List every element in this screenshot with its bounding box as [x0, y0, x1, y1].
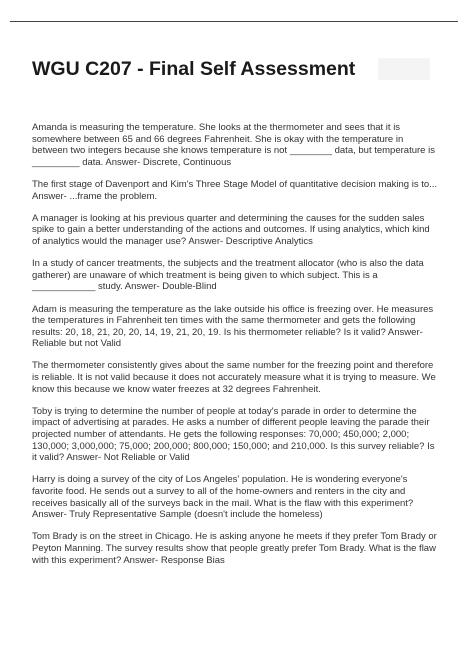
top-divider	[10, 21, 458, 22]
explanation-paragraph: The thermometer consistently gives about the same number for the freezing point and therefore is reliable. It is not valid because it does not accurately measure what it is trying to measure. We know this because we know water freezes at 32 degrees Fahrenheit.	[32, 360, 436, 395]
question-paragraph: In a study of cancer treatments, the subjects and the treatment allocator (who is also the data gatherer) are unaware of which treatment is being given to which subject. This is a ____________ study. Answer- Double-Blind	[32, 258, 424, 293]
question-paragraph: Harry is doing a survey of the city of Los Angeles' population. He is wondering everyone's favorite food. He sends out a survey to all of the home-owners and renters in the city and receives basically all of the surveys back in the mail. What is the flaw with this experiment? Answer- Truly Representative Sample (doesn't include the homeless)	[32, 474, 414, 521]
document-title: WGU C207 - Final Self Assessment	[32, 58, 356, 80]
question-paragraph: A manager is looking at his previous quarter and determining the causes for the sudden sales spike to gain a better understanding of the actions and outcomes. If using analytics, which kind of analytics would the manager use? Answer- Descriptive Analytics	[32, 212, 430, 247]
question-paragraph: The first stage of Davenport and Kim's Three Stage Model of quantitative decision making is to... Answer- ...frame the problem.	[32, 178, 438, 202]
question-paragraph: Amanda is measuring the temperature. She looks at the thermometer and sees that it is somewhere between 65 and 66 degrees Fahrenheit. She is okay with the temperature in between two integers because she knows temperature is not ________ data, but temperature is _________ data. Answer- Discrete, Continuous	[32, 122, 435, 168]
question-paragraph: Adam is measuring the temperature as the lake outside his office is freezing over. He measures the temperatures in Fahrenheit ten times with the same thermometer and gets the following results: 20, 18, 21, 20, 20, 14, 19, 21, 20, 19. Is his thermometer reliable? Is it valid? Answer- Reliable but not Valid	[32, 303, 434, 350]
question-paragraph: Tom Brady is on the street in Chicago. He is asking anyone he meets if they prefer Tom Brady or Peyton Manning. The survey results show that people greatly prefer Tom Brady. What is the flaw with this experiment? Answer- Response Bias	[32, 531, 437, 566]
document-body	[32, 122, 438, 577]
question-paragraph: Toby is trying to determine the number of people at today's parade in order to determine the impact of advertising at parades. He asks a number of different people leaving the parade their projected number of attendants. He gets the following responses: 70,000; 450,000; 2,000; 130,000; 3,000,000; 75,000; 200,000; 800,000; 150,000; and 210,000. Is this survey reliable? Is it valid? Answer- Not Reliable or Valid	[32, 405, 435, 464]
